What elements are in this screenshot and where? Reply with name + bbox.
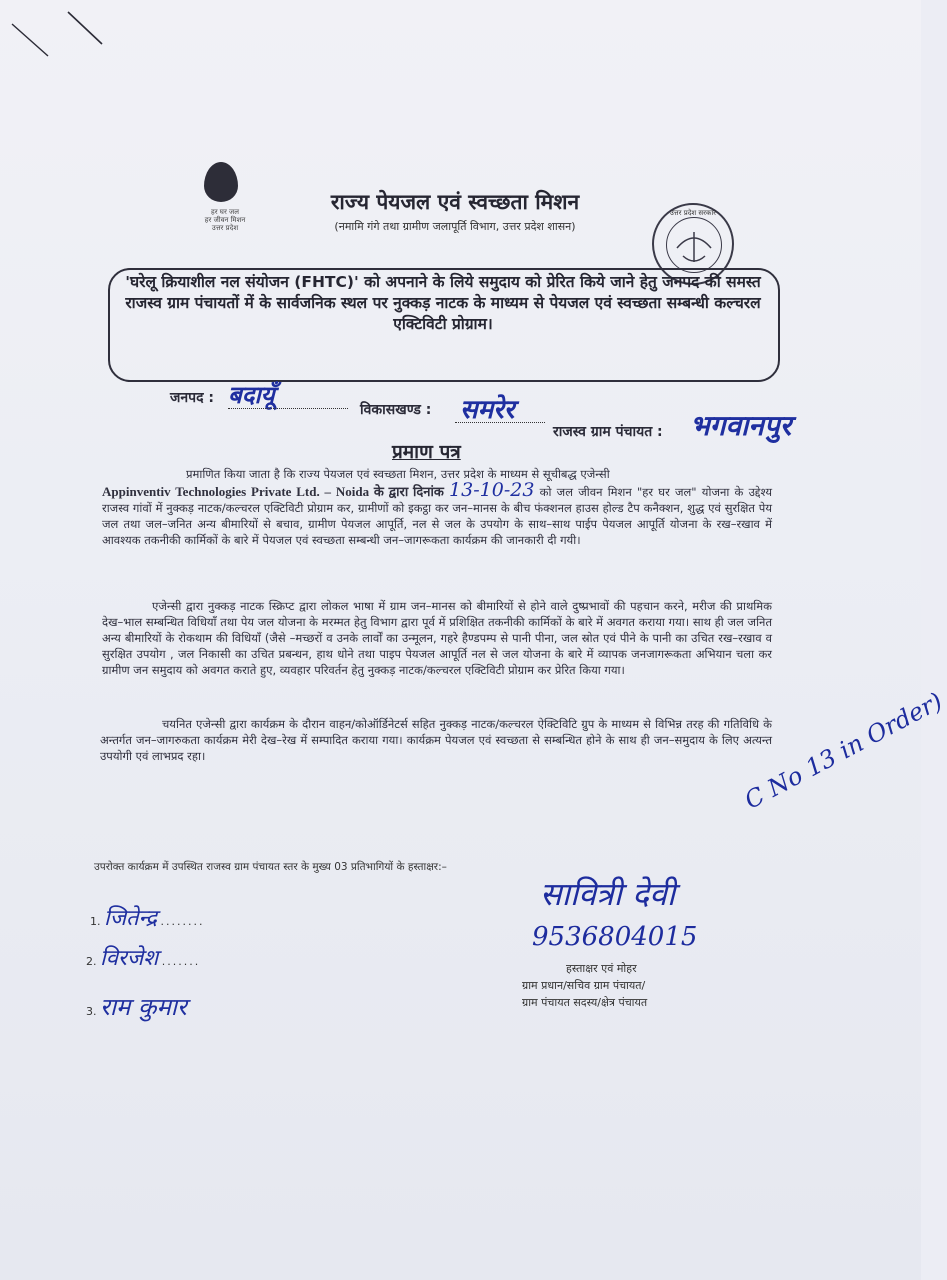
participant-2: 2. विरजेश .......: [86, 946, 201, 971]
participant-1: 1. जितेन्द्र ........: [90, 906, 205, 931]
seal-text: उत्तर प्रदेश सरकार: [669, 209, 717, 217]
official-line-1: हस्ताक्षर एवं मोहर: [566, 962, 637, 975]
department-title: राज्य पेयजल एवं स्वच्छता मिशन: [330, 190, 580, 214]
document-header: [270, 188, 640, 234]
participant-2-number: 2.: [86, 955, 97, 968]
p1-rest: को जल जीवन मिशन "हर घर जल" योजना के उद्देश्य राजस्व गांवों में नुक्कड़ नाटक/कल्चरल एक्टिविटी प्रोग्राम कर, ग्रामीणों को इकट्ठा कर जन–मानस के बीच फंक्शनल हाउस होल्ड टैप कनैक्शन, शुद्ध एवं सुरक्षित पेय जल तथा जल–जनित अन्य बीमारियों से बचाव, ग्रामीण पेयजल आपूर्ति, नल से जल के उपयोग के साथ–साथ पाईप पेयजल आपूर्ति योजना के रख–रखाव में आवश्यक तकनीकी कार्मिकों के बारे में पेयजल एवं स्वच्छता सम्बन्धी जन–जागरूकता कार्यक्रम की जानकारी दी गयी।: [102, 485, 773, 547]
pen-scratch-mark: [10, 10, 110, 70]
district-dotted-line: [228, 408, 348, 409]
participant-3-number: 3.: [86, 1005, 97, 1018]
participant-1-signature: जितेन्द्र: [104, 906, 158, 931]
jal-jeevan-mission-logo: [190, 162, 260, 237]
p1-agency: Appinventiv Technologies Private Ltd. – Noida के द्वारा दिनांक: [102, 484, 444, 499]
logo-caption: हर घर जल हर जीवन मिशन उत्तर प्रदेश: [204, 208, 246, 232]
p1-date: 13-10-23: [449, 479, 535, 501]
paragraph-2: एजेन्सी द्वारा नुक्कड़ नाटक स्क्रिप्ट द्वारा लोकल भाषा में ग्राम जन–मानस को बीमारियों से होने वाले दुष्प्रभावों की पहचान करने, मरीज की प्राथमिक देख–भाल सम्बन्धित विधियाँ तथा पेय जल योजना के मरम्मत हेतु विभाग द्वारा पूर्व में प्रशिक्षित तकनीकी कार्मिकों के बारे में अवगत कराया गया। साथ ही जल जनित अन्य बीमारियों के रोकथाम की विधियाँ (जैसे –मच्छरों व उनके लार्वों का उन्मूलन, गहरे हैण्डपम्प से पानी पीना, जल स्रोत एवं पीने के पानी का उचित रख–रखाव व सुरक्षित उपयोग , जल निकासी का उचित प्रबन्धन, हाथ धोने तथा पाइप पेयजल आपूर्ति नल से जल योजना के बारे में व्यापक जनजागरूकता अभियान चला कर ग्रामीण जन समुदाय को अवगत कराते हुए, व्यवहार परिवर्तन हेतु नुक्कड़ नाटक/कल्चरल एक्टिविटी प्रोग्राम कर प्रेरित किया गया।: [102, 599, 772, 677]
p1-line-1: प्रमाणित किया जाता है कि राज्य पेयजल एवं स्वच्छता मिशन, उत्तर प्रदेश के माध्यम से सूचीबद्ध एजेन्सी: [186, 467, 610, 481]
p1-agency-line: [102, 479, 773, 548]
paragraph-1: [102, 466, 772, 548]
official-designation: [522, 960, 647, 1011]
official-phone: 9536804015: [532, 922, 698, 952]
block-value: समरेर: [460, 395, 515, 425]
official-line-2: ग्राम प्रधान/सचिव ग्राम पंचायत/: [522, 979, 646, 992]
block-label: विकासखण्ड :: [360, 402, 432, 418]
seal-emblem-icon: [666, 217, 722, 273]
district-value: बदायूँ: [228, 380, 275, 409]
participant-3-signature: राम कुमार: [100, 993, 187, 1021]
program-title: 'घरेलू क्रियाशील नल संयोजन (FHTC)' को अपनाने के लिये समुदाय को प्रेरित किये जाने हेतु जनपद की समस्त राजस्व ग्राम पंचायतों में के सार्वजनिक स्थल पर नुक्कड़ नाटक के माध्यम से पेयजल एवं स्वच्छता सम्बन्धी कल्चरल एक्टिविटी प्रोग्राम।: [125, 273, 761, 333]
panchayat-value: भगवानपुर: [690, 409, 792, 442]
participants-note: उपरोक्त कार्यक्रम में उपस्थित राजस्व ग्राम पंचायत स्तर के मुख्य 03 प्रतिभागियों के हस्ताक्षर:–: [94, 861, 447, 873]
official-line-3: ग्राम पंचायत सदस्य/क्षेत्र पंचायत: [522, 996, 648, 1009]
block-dotted-line: [455, 422, 545, 423]
participant-2-signature: विरजेश: [100, 946, 159, 971]
participant-3: [86, 990, 187, 1023]
participant-1-number: 1.: [90, 915, 101, 928]
official-signature: सावित्री देवी: [540, 875, 676, 913]
district-label: जनपद :: [170, 390, 215, 406]
certificate-title: प्रमाण पत्र: [392, 441, 461, 463]
department-subtitle: (नमामि गंगे तथा ग्रामीण जलापूर्ति विभाग, उत्तर प्रदेश शासन): [334, 220, 576, 233]
margin-note: C No 13 in Order): [740, 686, 947, 815]
paragraph-3: चयनित एजेन्सी द्वारा कार्यक्रम के दौरान वाहन/कोऑर्डिनेटर्स सहित नुक्कड़ नाटक/कल्चरल ऐक्टिविटि ग्रुप के माध्यम से विभिन्न तरह की गतिविधि के अन्तर्गत जन–जागरुकता कार्यक्रम मेरी देख–रेख में सम्पादित कराया गया। कार्यक्रम पेयजल एवं स्वच्छता से सम्बन्धित होने के साथ ही जन–समुदाय के लिए अत्यन्त उपयोगी एवं लाभप्रद रहा।: [100, 717, 772, 763]
water-drop-icon: [204, 162, 238, 202]
panchayat-label: राजस्व ग्राम पंचायत :: [553, 424, 663, 440]
